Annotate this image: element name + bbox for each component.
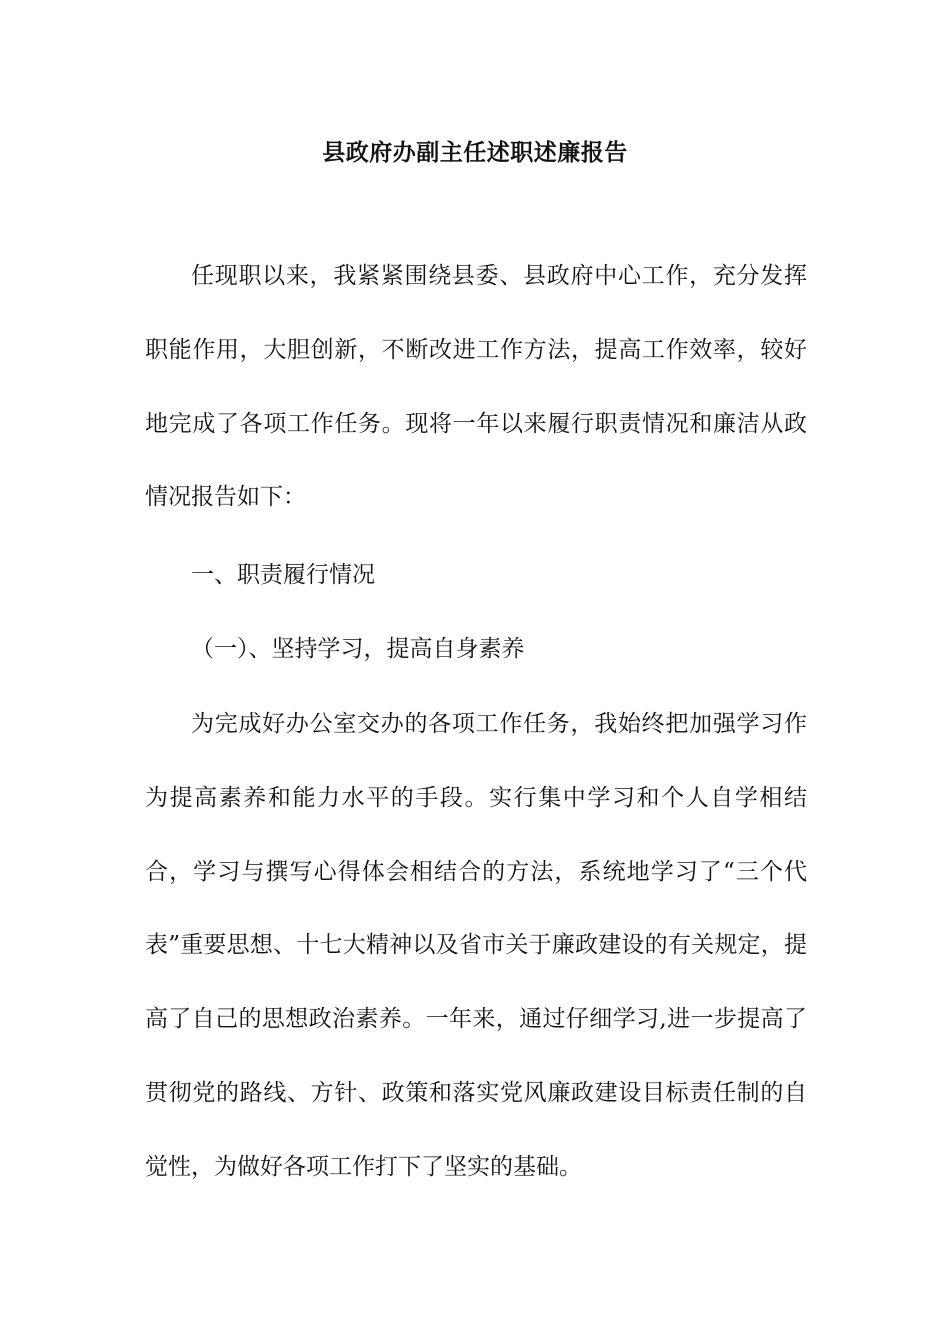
study-paragraph-block bbox=[145, 688, 807, 1205]
section-heading: 一、职责履行情况 bbox=[191, 562, 375, 588]
subsection-heading-block bbox=[145, 613, 807, 687]
document-title: 县政府办副主任述职述廉报告 bbox=[322, 139, 628, 166]
intro-paragraph: 任现职以来，我紧紧围绕县委、县政府中心工作，充分发挥职能作用，大胆创新，不断改进工作方法，提高工作效率，较好地完成了各项工作任务。现将一年以来履行职责情况和廉洁从政情况报告如下： bbox=[145, 263, 807, 511]
section-heading-block bbox=[145, 539, 807, 613]
intro-paragraph-block bbox=[145, 240, 807, 535]
subsection-heading: （一）、坚持学习，提高自身素养 bbox=[191, 636, 525, 662]
study-paragraph: 为完成好办公室交办的各项工作任务，我始终把加强学习作为提高素养和能力水平的手段。实行集中学习和个人自学相结合，学习与撰写心得体会相结合的方法，系统地学习了“三个代表”重要思想、十七大精神以及省市关于廉政建设的有关规定，提高了自己的思想政治素养。一年来，通过仔细学习,进一步提高了贯彻党的路线、方针、政策和落实党风廉政建设目标责任制的自觉性，为做好各项工作打下了坚实的基础。 bbox=[145, 711, 807, 1180]
